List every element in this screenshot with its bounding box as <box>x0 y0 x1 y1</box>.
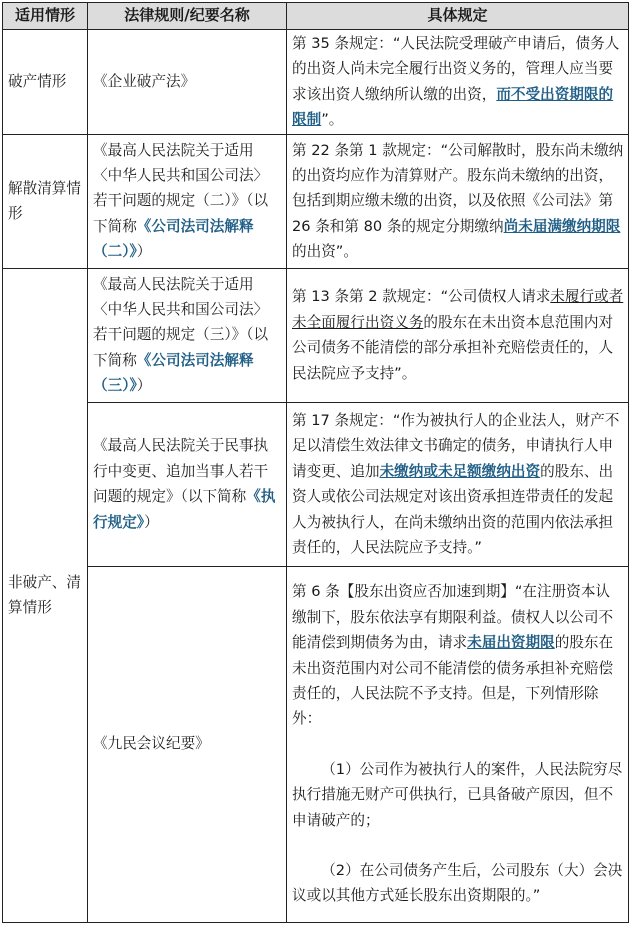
rule-highlight: 而不受出资期限的限制 <box>292 85 614 129</box>
rule-text-end: 的股东在未出资范围内对公司不能清偿的债务承担补充赔偿责任的，人民法院不予支持。但是，下列情形除外： <box>292 634 614 728</box>
rule-text-end: 的出资”。 <box>292 243 358 261</box>
rule-cell <box>287 402 629 566</box>
table-row <box>3 268 629 402</box>
rule-cell <box>287 566 629 922</box>
law-cell <box>88 566 287 922</box>
rule-highlight: 尚未届满缴纳期限 <box>503 217 621 235</box>
rule-item: （2）在公司债务产生后，公司股东（大）会决议或以其他方式延长股东出资期限的。” <box>292 862 623 905</box>
rule-underline: 未履行或者未全面履行出资义务 <box>292 288 624 331</box>
law-name-end: ） <box>136 243 152 261</box>
law-name-text: 《最高人民法院关于适用〈中华人民共和国公司法〉若干问题的规定（三）》（以下简称 <box>93 275 269 369</box>
scenario-cell: 解散清算情形 <box>3 134 88 268</box>
header-scenario: 适用情形 <box>3 3 88 30</box>
header-rule: 具体规定 <box>287 3 629 30</box>
scenario-cell: 破产情形 <box>3 30 88 135</box>
rule-text-end: ”。 <box>321 111 344 129</box>
table-header-row <box>3 3 629 30</box>
rule-highlight: 未届出资期限 <box>467 634 555 652</box>
rule-text: 第 17 条规定：“作为被执行人的企业法人，财产不足以清偿生效法律文书确定的债务，申请执行人申请变更、追加 <box>292 411 620 480</box>
rule-cell <box>287 30 629 135</box>
law-name-text: 《最高人民法院关于适用〈中华人民共和国公司法〉若干问题的规定（二）》（以下简称 <box>93 141 269 235</box>
rule-item: （1）公司作为被执行人的案件，人民法院穷尽执行措施无财产可供执行，已具备破产原因，但不申请破产的； <box>292 760 623 829</box>
rule-paragraph <box>292 579 624 731</box>
rule-highlight: 未缴纳或未足额缴纳出资 <box>379 462 541 480</box>
rule-text: 第 6 条【股东出资应否加速到期】“在注册资本认缴制下，股东依法享有期限利益。债权人以公司不能清偿到期债务为由，请求 <box>292 583 614 652</box>
law-cell <box>88 402 287 566</box>
law-name-text: 《最高人民法院关于民事执行中变更、追加当事人若干问题的规定》（以下简称 <box>93 437 269 506</box>
law-name-end: ） <box>136 377 152 395</box>
law-name-text: 《企业破产法》 <box>93 73 196 91</box>
rule-text: 第 35 条规定：“人民法院受理破产申请后，债务人的出资人尚未完全履行出资义务的，管理人应当要求该出资人缴纳所认缴的出资， <box>292 35 620 103</box>
law-short-name: 《公司法司法解释（三）》 <box>93 351 254 395</box>
law-name-text: 《九民会议纪要》 <box>93 735 210 753</box>
table-row <box>3 566 629 922</box>
paragraph-gap <box>292 732 624 757</box>
rule-cell <box>287 134 629 268</box>
rule-text-end: 的股东在未出资本息范围内对公司债务不能清偿的部分承担补充赔偿责任的，人民法院应予支持”。 <box>292 313 614 382</box>
rule-cell <box>287 268 629 402</box>
law-cell <box>88 134 287 268</box>
law-short-name: 《公司法司法解释（二）》 <box>93 217 254 261</box>
table-row <box>3 134 629 268</box>
table-row <box>3 30 629 135</box>
law-cell <box>88 268 287 402</box>
law-cell <box>88 30 287 135</box>
law-short-name: 《执行规定》 <box>93 488 276 531</box>
header-law: 法律规则/纪要名称 <box>88 3 287 30</box>
rule-text: 第 13 条第 2 款规定：“公司债权人请求 <box>292 288 551 306</box>
law-table <box>2 2 629 923</box>
table-row <box>3 402 629 566</box>
rule-text: 第 22 条第 1 款规定：“公司解散时，股东尚未缴纳的出资均应作为清算财产。股东尚未缴纳的出资，包括到期应缴未缴的出资，以及依照《公司法》第 26 条和第 80 条的规定分期缴纳 <box>292 141 624 235</box>
scenario-cell: 非破产、清算情形 <box>3 268 88 922</box>
rule-text-end: 的股东、出资人或依公司法规定对该出资承担连带责任的发起人为被执行人，在尚未缴纳出资的范围内依法承担责任的，人民法院应予支持。” <box>292 462 614 556</box>
paragraph-gap <box>292 833 624 858</box>
law-name-end: ） <box>144 513 159 531</box>
